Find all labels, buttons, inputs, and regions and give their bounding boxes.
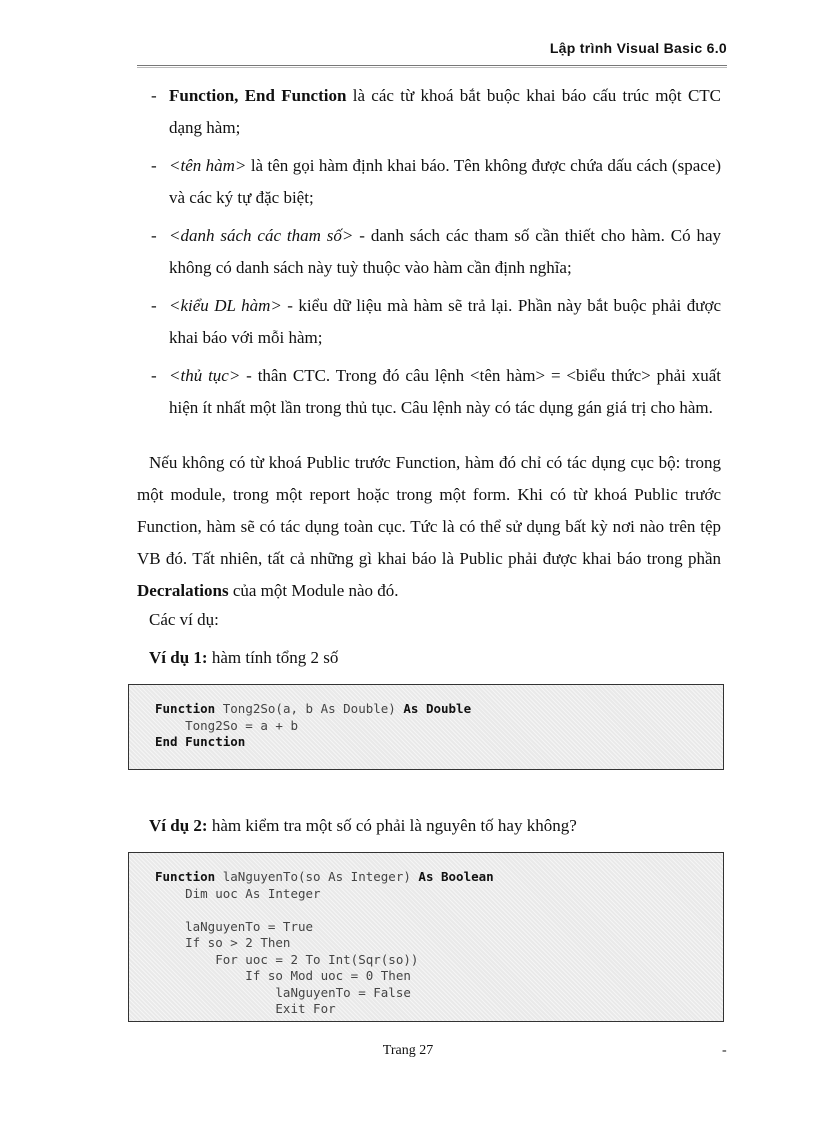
paragraph-bold: Decralations	[137, 581, 229, 600]
code-line: For uoc = 2 To Int(Sqr(so))	[155, 951, 419, 967]
code-block-1	[128, 684, 724, 770]
description: - thân CTC. Trong đó câu lệnh <tên hàm> = <biểu thức> phải xuất hiện ít nhất một lần trong thủ tục. Câu lệnh này có tác dụng gán giá trị cho hàm.	[169, 366, 721, 417]
list-item	[137, 150, 721, 214]
paragraph-text: Nếu không có từ khoá Public trước Function, hàm đó chỉ có tác dụng cục bộ: trong một module, trong một report hoặc trong một form. Khi có từ khoá Public trước Function, hàm sẽ có tác dụng toàn cục. Tức là có thể sử dụng bất kỳ nơi nào trên tệp VB đó. Tất nhiên, tất cả những gì khai báo là Public phải được khai báo trong phần	[137, 453, 721, 568]
examples-intro: Các ví dụ:	[149, 610, 219, 629]
paragraph-text-end: của một Module nào đó.	[228, 581, 399, 600]
code-line: End Function	[155, 734, 246, 749]
list-item	[137, 360, 721, 424]
code-line	[155, 869, 723, 886]
code-line	[155, 701, 723, 718]
example-label: Ví dụ 2:	[149, 816, 208, 835]
page-number: Trang 27	[382, 1043, 434, 1058]
list-item	[137, 290, 721, 354]
header-divider	[137, 65, 727, 68]
term: <danh sách các tham số>	[169, 226, 354, 245]
code-line: laNguyenTo = False	[155, 984, 411, 1000]
term: <kiểu DL hàm>	[169, 296, 282, 315]
body-paragraph	[137, 447, 721, 607]
code-line: If so Mod uoc = 0 Then	[155, 968, 411, 983]
term: <thủ tục>	[169, 366, 241, 385]
bullet-dash: -	[151, 226, 157, 245]
example-desc: hàm tính tổng 2 số	[207, 648, 339, 667]
example-label: Ví dụ 1:	[149, 648, 208, 667]
code-line: Tong2So = a + b	[155, 717, 298, 733]
description: là tên gọi hàm định khai báo. Tên không được chứa dấu cách (space) và các ký tự đặc biệt;	[169, 156, 721, 207]
running-header: Lập trình Visual Basic 6.0	[549, 40, 727, 56]
code-keyword: As Double	[403, 701, 472, 716]
code-line: Exit For	[155, 1001, 336, 1016]
code-line: Dim uoc As Integer	[155, 885, 321, 901]
definition-list	[137, 80, 721, 430]
code-line: laNguyenTo = True	[155, 918, 314, 934]
code-text: Tong2So(a, b As Double)	[215, 701, 404, 716]
description: - kiểu dữ liệu mà hàm sẽ trả lại. Phần này bắt buộc phải được khai báo với mỗi hàm;	[169, 296, 721, 347]
code-keyword: As Boolean	[418, 869, 494, 884]
footer-dash: -	[722, 1043, 727, 1058]
code-line: If so > 2 Then	[155, 935, 291, 950]
list-item	[137, 220, 721, 284]
example-desc: hàm kiểm tra một số có phải là nguyên tố hay không?	[207, 816, 577, 835]
code-block-2	[128, 852, 724, 1022]
bullet-dash: -	[151, 296, 157, 315]
code-text: laNguyenTo(so As Integer)	[215, 869, 419, 884]
code-line	[155, 902, 723, 919]
list-item	[137, 80, 721, 144]
term: <tên hàm>	[169, 156, 247, 175]
example-1-heading	[149, 642, 338, 674]
bullet-dash: -	[151, 156, 157, 175]
example-2-heading	[149, 810, 577, 842]
bullet-dash: -	[151, 366, 157, 385]
code-keyword: Function	[155, 701, 216, 716]
bullet-dash: -	[151, 86, 157, 105]
term: Function, End Function	[169, 86, 347, 105]
description: - danh sách các tham số cần thiết cho hàm. Có hay không có danh sách này tuỳ thuộc vào hàm cần định nghĩa;	[169, 226, 722, 277]
description: là các từ khoá bắt buộc khai báo cấu trúc một CTC dạng hàm;	[169, 86, 722, 137]
code-keyword: Function	[155, 869, 216, 884]
